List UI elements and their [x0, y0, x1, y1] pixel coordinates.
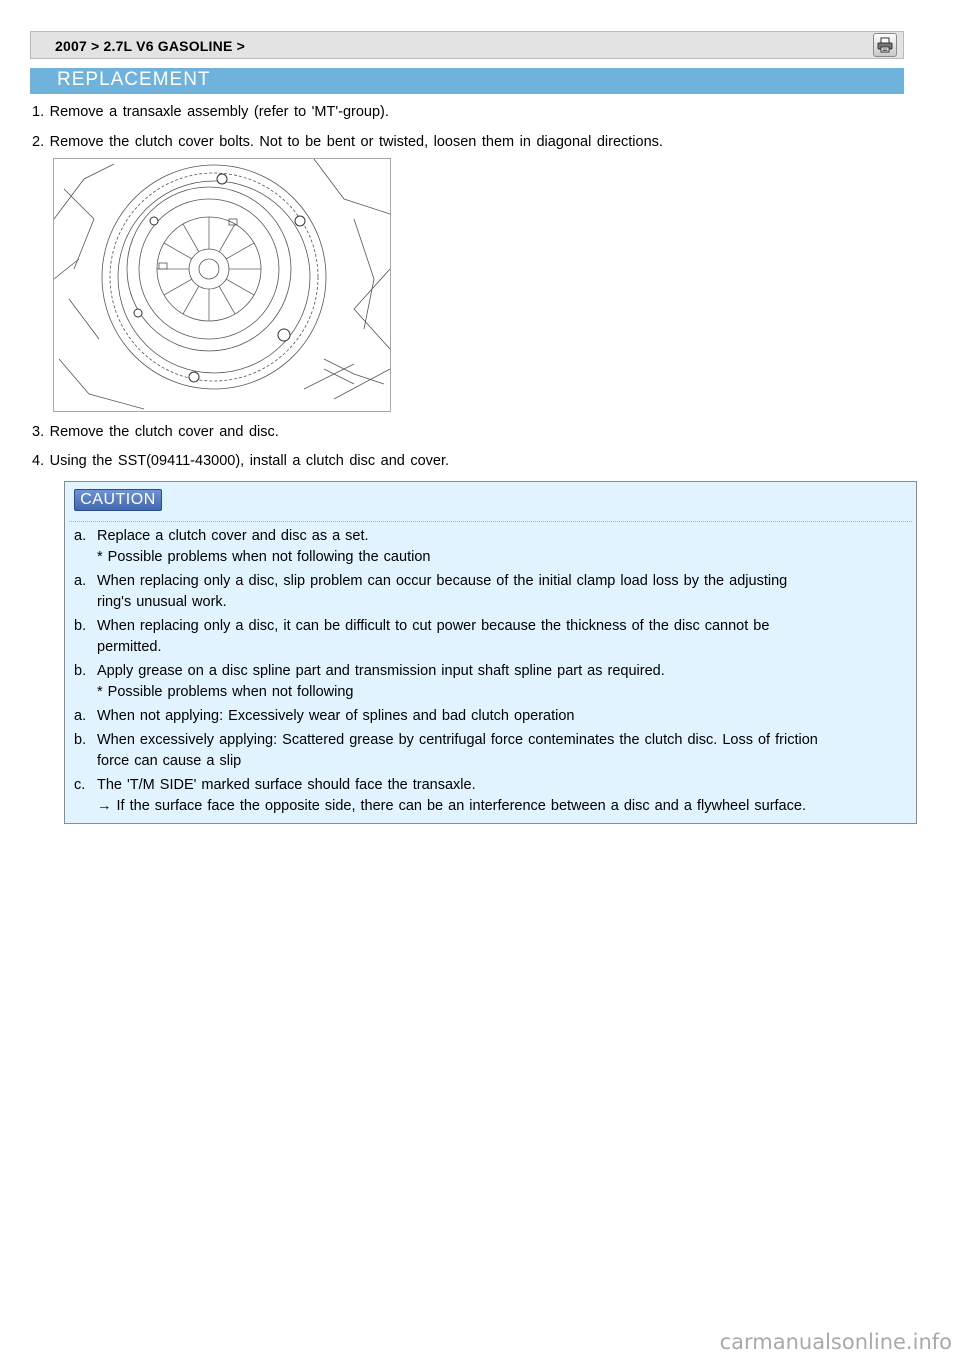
caution-item-letter: b.	[74, 618, 87, 634]
section-header	[30, 68, 904, 94]
caution-box	[64, 481, 917, 824]
printer-icon	[876, 36, 894, 54]
caution-item-text: ring's unusual work.	[97, 594, 227, 610]
caution-item-text: * Possible problems when not following the caution	[97, 549, 431, 565]
caution-item-text: When excessively applying: Scattered grease by centrifugal force conteminates the clutch disc. Loss of friction	[97, 732, 818, 748]
watermark: carmanualsonline.info	[719, 1330, 952, 1354]
caution-item-letter: c.	[74, 777, 86, 793]
caution-item-text: The 'T/M SIDE' marked surface should face the transaxle.	[97, 777, 476, 793]
caution-item-text: → If the surface face the opposite side, there can be an interference between a disc and a flywheel surface.	[97, 798, 806, 814]
caution-badge: CAUTION	[74, 489, 162, 511]
section-title: REPLACEMENT	[57, 69, 211, 90]
caution-item-letter: b.	[74, 732, 87, 748]
caution-item-text: Replace a clutch cover and disc as a set.	[97, 528, 369, 544]
clutch-cover-figure	[53, 158, 391, 412]
print-button[interactable]	[873, 33, 897, 57]
caution-item-letter: a.	[74, 708, 87, 724]
caution-item-text: When not applying: Excessively wear of splines and bad clutch operation	[97, 708, 575, 724]
clutch-cover-illustration-icon	[54, 159, 390, 411]
caution-item-text: * Possible problems when not following	[97, 684, 354, 700]
caution-item-letter: b.	[74, 663, 87, 679]
caution-item-text: Apply grease on a disc spline part and transmission input shaft spline part as required.	[97, 663, 665, 679]
caution-item-letter: a.	[74, 528, 87, 544]
caution-item-text: When replacing only a disc, slip problem can occur because of the initial clamp load loss by the adjusting	[97, 573, 788, 589]
step-2: 2. Remove the clutch cover bolts. Not to be bent or twisted, loosen them in diagonal directions.	[32, 134, 663, 150]
step-1: 1. Remove a transaxle assembly (refer to 'MT'-group).	[32, 104, 389, 120]
caution-item-text: force can cause a slip	[97, 753, 242, 769]
caution-divider	[69, 521, 912, 522]
caution-item-text: When replacing only a disc, it can be difficult to cut power because the thickness of the disc cannot be	[97, 618, 770, 634]
step-3: 3. Remove the clutch cover and disc.	[32, 424, 279, 440]
breadcrumb	[30, 31, 904, 59]
caution-item-letter: a.	[74, 573, 87, 589]
caution-item-text: permitted.	[97, 639, 162, 655]
breadcrumb-text: 2007 > 2.7L V6 GASOLINE >	[55, 38, 245, 54]
step-4: 4. Using the SST(09411-43000), install a clutch disc and cover.	[32, 453, 450, 469]
